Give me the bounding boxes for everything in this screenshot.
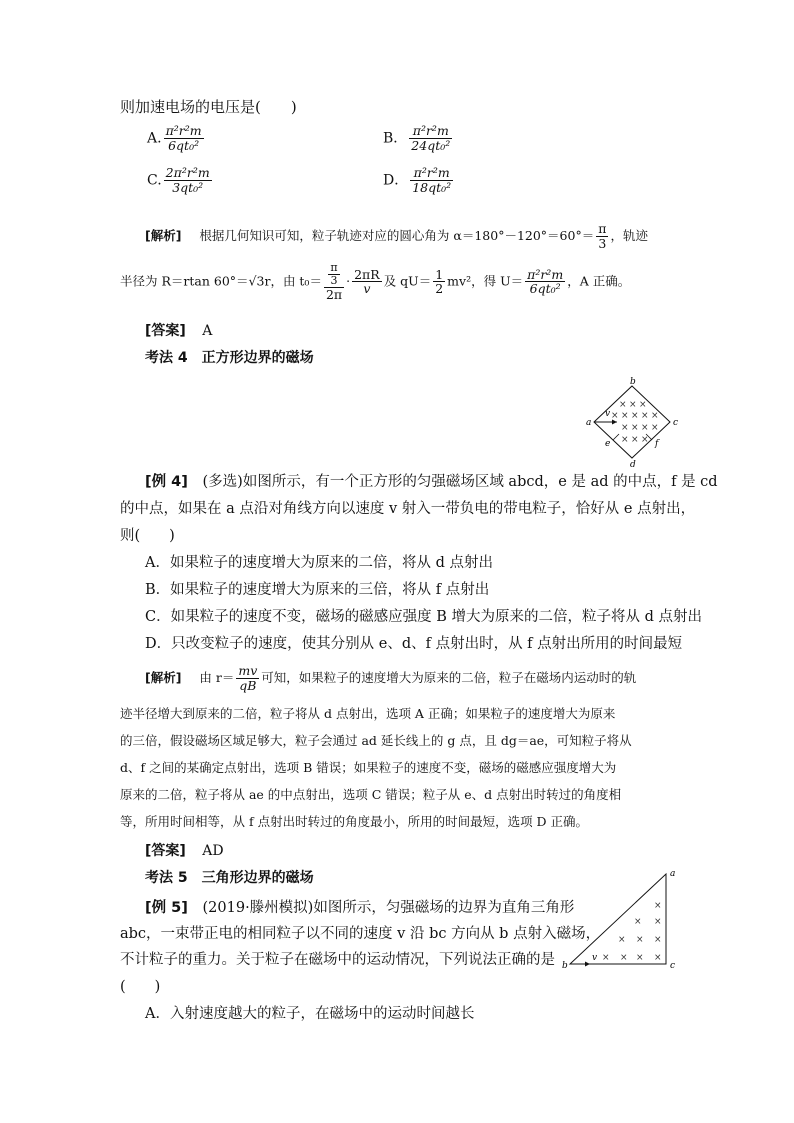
svg-text:×: × [618,935,626,945]
svg-text:×: × [631,411,639,421]
answer-1-value: A [202,323,213,339]
svg-text:×: × [621,435,629,445]
svg-text:×: × [641,435,649,445]
fig2-label-b: b [562,961,568,971]
fig1-label-v: v [605,409,611,419]
svg-text:×: × [636,935,644,945]
example-4-line-3: 则( ) [120,528,175,544]
option-a [147,124,206,153]
option-d-denominator: 18qt₀² [412,179,452,195]
example-5-line-3: 不计粒子的重力。关于粒子在磁场中的运动情况，下列说法正确的是 [120,952,555,968]
svg-text:×: × [631,435,639,445]
fig1-label-a: a [586,418,592,428]
fig1-label-e: e [605,439,611,449]
analysis-2-line-5: 原来的二倍，粒子将从 ae 的中点射出，选项 C 错误；粒子从 e、d 点射出时转过的角度相 [120,787,622,802]
example-5-option-a: A．入射速度越大的粒子，在磁场中的运动时间越长 [145,1006,475,1022]
option-b [383,124,454,153]
svg-text:×: × [629,400,637,410]
svg-text:×: × [634,917,642,927]
option-a-label: A. [147,130,162,147]
answer-1 [145,320,212,340]
fig1-field-marks [611,400,659,445]
svg-text:×: × [602,953,610,963]
example-4-option-d: D．只改变粒子的速度，使其分别从 e、d、f 点射出时，从 f 点射出所用的时间最短 [145,636,683,652]
svg-text:×: × [641,411,649,421]
svg-text:×: × [611,411,619,421]
example-5-tag: [例 5] [145,900,188,916]
svg-text:×: × [619,400,627,410]
answer-1-tag: [答案] [145,323,186,339]
analysis-2-line-6: 等，所用时间相等，从 f 点射出时转过的角度最小，所用的时间最短，选项 D 正确。 [120,814,589,829]
option-c [147,166,214,195]
example-5-line-1: [例 5] (2019·滕州模拟)如图所示，匀强磁场的边界为直角三角形 [145,900,575,916]
fig1-label-f: f [655,439,659,449]
option-c-numerator: 2π²r²m [165,165,210,180]
example-4-line-2: 的中点，如果在 a 点沿对角线方向以速度 v 射入一带负电的带电粒子，恰好从 e 点射出， [120,501,696,517]
fig2-field-marks [602,901,662,963]
analysis-1-line-1: [解析] 根据几何知识可知，粒子轨迹对应的圆心角为 α＝180°－120°＝60°＝ $\frac{\pi}{3}$ ，轨迹 [145,221,648,251]
svg-text:×: × [654,901,662,911]
triangle-field-figure [562,866,684,972]
option-b-label: B． [383,130,408,147]
option-d-numerator: π²r²m [410,166,453,181]
analysis-2-line-1: [解析] 由 r＝ $\frac{mv}{qB}$ 可知，如果粒子的速度增大为原来的二倍，粒子在磁场内运动时的轨 [145,663,637,693]
option-b-numerator: π²r²m [409,124,452,139]
svg-text:×: × [621,411,629,421]
analysis-2-line-2: 迹半径增大到原来的二倍，粒子将从 d 点射出，选项 A 正确；如果粒子的速度增大为原来 [120,706,616,721]
example-5-line-4: ( ) [120,979,161,995]
svg-text:×: × [631,423,639,433]
svg-text:×: × [654,953,662,963]
svg-text:×: × [621,423,629,433]
fig1-label-c: c [673,418,679,428]
question-intro: 则加速电场的电压是( ) [120,98,297,116]
fig1-label-d: d [630,460,636,468]
option-c-denominator: 3qt₀² [172,179,204,195]
option-a-numerator: π²r²m [165,123,202,138]
svg-text:×: × [620,953,628,963]
fig2-label-a: a [670,869,676,879]
svg-text:×: × [641,423,649,433]
option-b-denominator: 24qt₀² [411,137,451,153]
analysis-1-line-2: 半径为 R＝rtan 60°＝√3r，由 t₀＝ $\frac{\frac{\pi}{3}}{2\pi}$ · $\frac{2\pi R}{v}$ 及 qU＝ $\frac{1}{2}$ mv²，得 U＝ $\frac{\text{π²r²m}}{\text{6qt₀²}}$ ，A 正确。 [120,261,631,303]
fig2-label-v: v [592,953,598,963]
example-4-option-b: B．如果粒子的速度增大为原来的三倍，将从 f 点射出 [145,582,490,598]
method-5-heading: 考法 5 三角形边界的磁场 [145,870,314,886]
analysis-2-tag: [解析] [145,669,182,685]
svg-text:×: × [654,935,662,945]
example-4-option-a: A．如果粒子的速度增大为原来的二倍，将从 d 点射出 [145,555,493,571]
option-a-denominator: 6qt₀² [168,137,200,153]
example-4-tag: [例 4] [145,474,188,490]
method-4-heading: 考法 4 正方形边界的磁场 [145,350,314,366]
example-5-line-2: abc，一束带正电的相同粒子以不同的速度 v 沿 bc 方向从 b 点射入磁场， [120,926,601,942]
fig1-label-b: b [630,377,636,387]
svg-text:×: × [651,411,659,421]
fig2-label-c: c [670,961,676,971]
answer-2-tag: [答案] [145,843,186,859]
answer-2 [145,840,224,860]
analysis-1-tag: [解析] [145,227,182,243]
svg-text:×: × [639,400,647,410]
option-d [383,166,455,195]
svg-text:×: × [654,917,662,927]
square-field-figure [585,376,685,468]
answer-2-value: AD [202,843,224,859]
option-c-label: C. [147,172,162,189]
svg-text:×: × [636,953,644,963]
svg-text:×: × [651,423,659,433]
option-d-label: D． [383,172,409,189]
analysis-2-line-3: 的三倍，假设磁场区域足够大，粒子会通过 ad 延长线上的 g 点，且 dg＝ae，可知粒子将从 [120,733,632,748]
analysis-2-line-4: d、f 之间的某确定点射出，选项 B 错误；如果粒子的速度不变，磁场的磁感应强度增大为 [120,760,617,775]
example-4-option-c: C．如果粒子的速度不变，磁场的磁感应强度 B 增大为原来的二倍，粒子将从 d 点射出 [145,609,702,625]
example-4-line-1: [例 4] (多选)如图所示，有一个正方形的匀强磁场区域 abcd，e 是 ad 的中点，f 是 cd [145,474,718,490]
